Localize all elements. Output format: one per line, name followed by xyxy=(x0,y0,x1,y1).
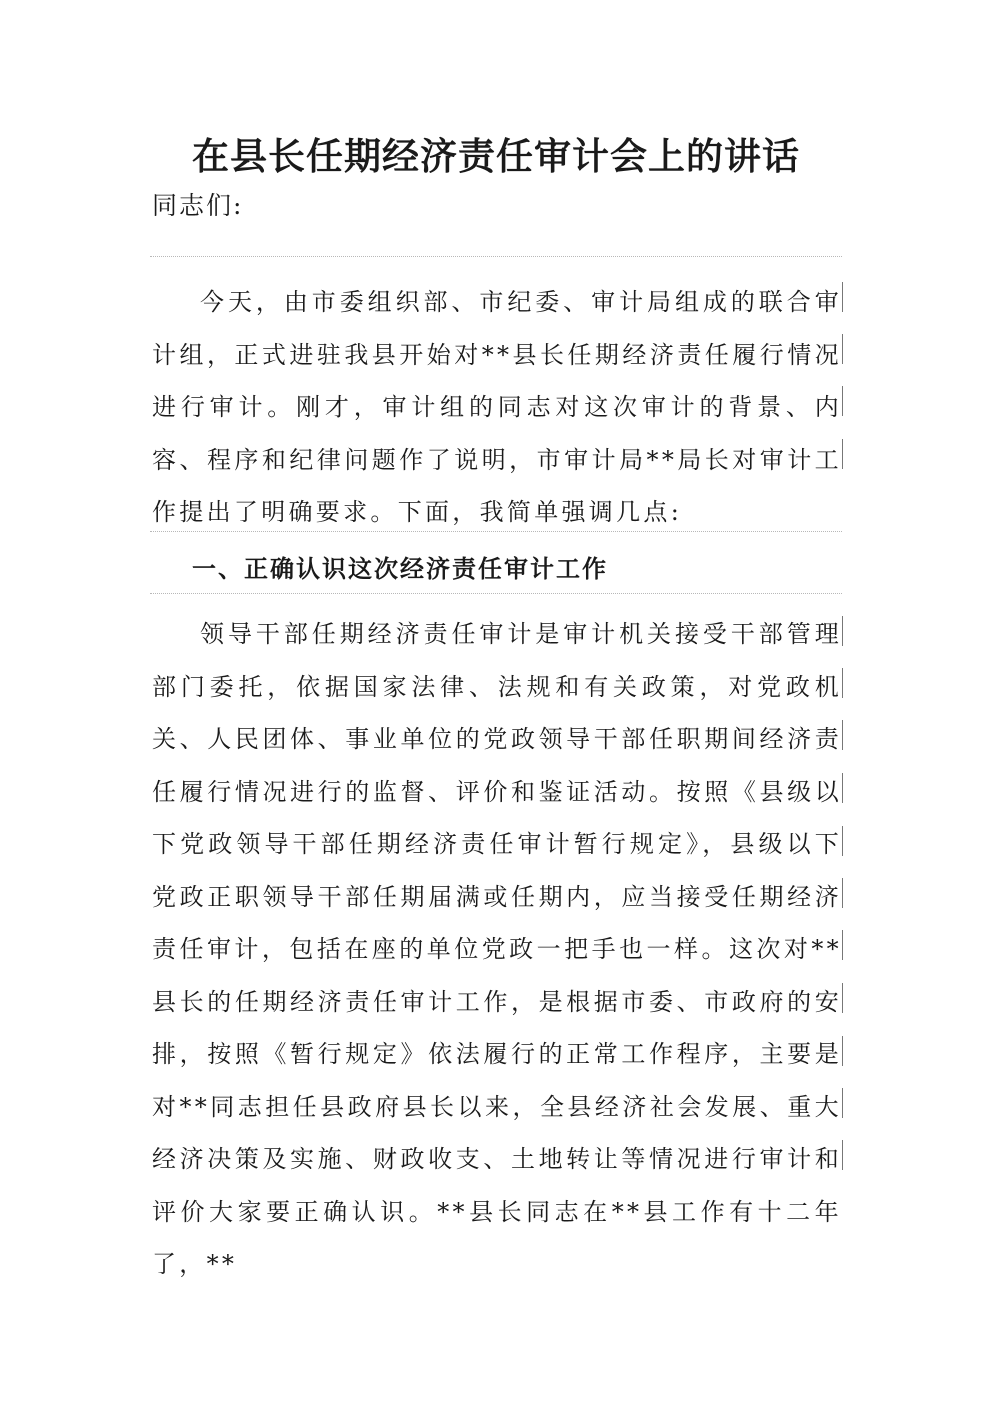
margin-mark xyxy=(842,930,843,960)
margin-mark xyxy=(842,773,843,803)
margin-mark xyxy=(842,386,843,416)
divider-line xyxy=(150,593,842,594)
divider-line xyxy=(150,256,842,257)
margin-mark xyxy=(842,439,843,469)
margin-mark xyxy=(842,668,843,698)
paragraph-intro: 今天，由市委组织部、市纪委、审计局组成的联合审计组，正式进驻我县开始对**县长任期经济责任履行情况进行审计。刚才，审计组的同志对这次审计的背景、内容、程序和纪律问题作了说明，市审计局**局长对审计工作提出了明确要求。下面，我简单强调几点: xyxy=(152,288,842,526)
paragraph-section-1: 领导干部任期经济责任审计是审计机关接受干部管理部门委托，依据国家法律、法规和有关政策，对党政机关、人民团体、事业单位的党政领导干部任职期间经济责任履行情况进行的监督、评价和鉴证活动。按照《县级以下党政领导干部任期经济责任审计暂行规定》，县级以下党政正职领导干部任期届满或任期内，应当接受任期经济责任审计，包括在座的单位党政一把手也一样。这次对**县长的任期经济责任审计工作，是根据市委、市政府的安排，按照《暂行规定》依法履行的正常工作程序，主要是对**同志担任县政府县长以来，全县经济社会发展、重大经济决策及实施、财政收支、土地转让等情况进行审计和评价大家要正确认识。**县长同志在**县工作有十二年了，** xyxy=(152,620,842,1278)
section-heading-1: 一、正确认识这次经济责任审计工作 xyxy=(192,554,608,583)
margin-mark xyxy=(842,334,843,364)
margin-mark xyxy=(842,878,843,908)
margin-mark xyxy=(842,1036,843,1066)
salutation: 同志们: xyxy=(152,191,244,220)
margin-mark xyxy=(842,1088,843,1118)
margin-mark xyxy=(842,616,843,646)
margin-mark xyxy=(842,983,843,1013)
margin-mark xyxy=(842,1140,843,1170)
document-title: 在县长任期经济责任审计会上的讲话 xyxy=(192,134,800,178)
divider-line xyxy=(150,531,842,532)
margin-mark xyxy=(842,826,843,856)
margin-mark xyxy=(842,720,843,750)
margin-mark xyxy=(842,282,843,312)
